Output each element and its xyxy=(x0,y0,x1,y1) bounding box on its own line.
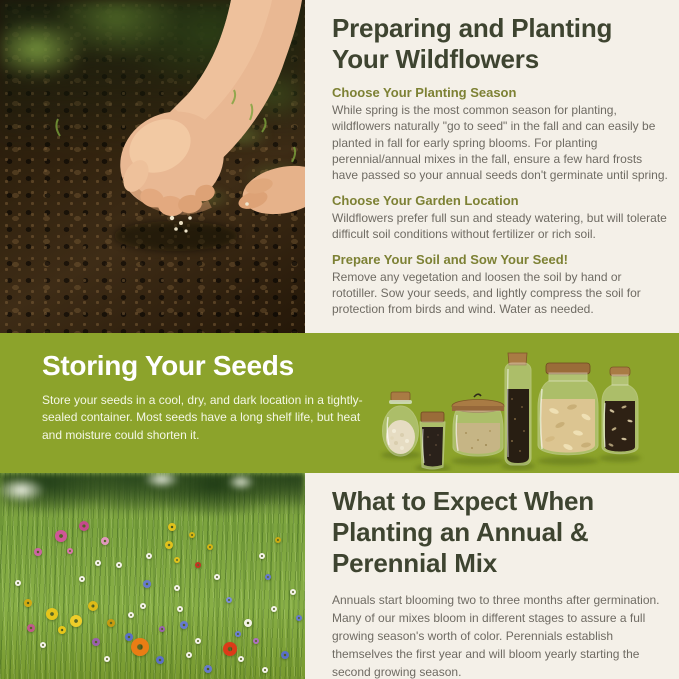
flower-dot xyxy=(34,548,42,556)
flower-dot xyxy=(186,652,192,658)
hand-sowing-seeds-photo xyxy=(0,0,305,333)
jar-fine-tan-seeds xyxy=(452,394,504,456)
flower-dot xyxy=(235,631,241,637)
subsection-body: Remove any vegetation and loosen the soil by hand or rototiller. Sow your seeds, and lightly compress the soil for protection from birds and wind. Water as needed. xyxy=(332,269,641,317)
expectations-body: Annuals start blooming two to three months after germination. Many of our mixes bloom in different stages to assure a full growing season's worth of color. Perennials establish themselves the first year and will bloom yearly starting the second growing season. xyxy=(332,592,660,679)
flowers-decor xyxy=(0,502,305,679)
flower-dot xyxy=(174,557,180,563)
flower-dot xyxy=(107,619,115,627)
flower-dot xyxy=(79,521,89,531)
flower-dot xyxy=(88,601,98,611)
section-title-expect: What to Expect When Planting an Annual & Perennial Mix xyxy=(332,486,594,579)
subsection-body: Wildflowers prefer full sun and steady watering, but will tolerate difficult soil conditions without fertilizer or rich soil. xyxy=(332,210,667,241)
flower-dot xyxy=(140,603,146,609)
section-title-preparing: Preparing and Planting Your Wildflowers xyxy=(332,13,613,75)
flower-dot xyxy=(214,574,220,580)
flower-dot xyxy=(195,638,201,644)
flower-dot xyxy=(156,656,164,664)
flower-dot xyxy=(146,553,152,559)
flower-dot xyxy=(40,642,46,648)
flower-dot xyxy=(58,626,66,634)
subsection-body: While spring is the most common season for planting, wildflowers naturally "go to seed" in the fall and can easily be planted in fall for early spring blooms. For planting perennial/annual mixes in the fall, ensure a few hard frosts have passed so your annual seeds don't germinate until spring. xyxy=(332,103,668,182)
flower-dot xyxy=(104,656,110,662)
flower-dot xyxy=(79,576,85,582)
subsection-heading: Prepare Your Soil and Sow Your Seed! xyxy=(332,251,568,267)
jar-pumpkin-seeds xyxy=(538,363,598,455)
planting-guide-section xyxy=(305,0,679,333)
flower-dot xyxy=(55,530,67,542)
banner-title: Storing Your Seeds xyxy=(42,350,294,381)
flower-dot xyxy=(67,548,73,554)
flower-dot xyxy=(223,642,237,656)
flower-dot xyxy=(281,651,289,659)
flower-dot xyxy=(296,615,302,621)
flower-dot xyxy=(70,615,82,627)
storing-seeds-banner xyxy=(0,333,679,473)
flower-dot xyxy=(180,621,188,629)
flower-dot xyxy=(244,619,252,627)
banner-body: Store your seeds in a cool, dry, and dark location in a tightly-sealed container. Most seeds have a long shelf life, but heat and moisture could shorten it. xyxy=(42,393,363,442)
flower-dot xyxy=(189,532,195,538)
flower-dot xyxy=(46,608,58,620)
storing-seeds-text xyxy=(42,350,372,444)
flower-dot xyxy=(290,589,296,595)
flower-dot xyxy=(165,541,173,549)
flower-dot xyxy=(131,638,149,656)
flower-dot xyxy=(174,585,180,591)
flower-dot xyxy=(207,544,213,550)
flower-dot xyxy=(259,553,265,559)
seed-jars-photo xyxy=(378,345,646,471)
flower-dot xyxy=(128,612,134,618)
subsection-garden-location xyxy=(332,193,669,242)
flower-dot xyxy=(204,665,212,673)
subsection-prepare-soil xyxy=(332,252,669,317)
subsection-heading: Choose Your Garden Location xyxy=(332,192,519,208)
expectations-section xyxy=(305,473,679,679)
flower-dot xyxy=(95,560,101,566)
flower-dot xyxy=(226,597,232,603)
jar-striped-sunflower-seeds xyxy=(602,367,638,454)
sowing-hand-illustration xyxy=(0,0,305,333)
flower-dot xyxy=(168,523,176,531)
flower-dot xyxy=(159,626,165,632)
jar-tall-dark-seeds xyxy=(505,353,531,465)
flower-dot xyxy=(101,537,109,545)
flower-dot xyxy=(271,606,277,612)
wildflower-meadow-photo xyxy=(0,473,305,679)
flower-dot xyxy=(15,580,21,586)
flower-dot xyxy=(265,574,271,580)
jar-dark-soil-seeds xyxy=(420,412,445,469)
flower-dot xyxy=(275,537,281,543)
jar-white-beans xyxy=(383,392,419,456)
flower-dot xyxy=(177,606,183,612)
subsection-heading: Choose Your Planting Season xyxy=(332,85,517,101)
flower-dot xyxy=(143,580,151,588)
flower-dot xyxy=(125,633,133,641)
flower-dot xyxy=(195,562,201,568)
flower-dot xyxy=(253,638,259,644)
flower-dot xyxy=(262,667,268,673)
flower-dot xyxy=(92,638,100,646)
flower-dot xyxy=(24,599,32,607)
flower-dot xyxy=(116,562,122,568)
flower-dot xyxy=(27,624,35,632)
flower-dot xyxy=(238,656,244,662)
subsection-planting-season xyxy=(332,85,669,182)
